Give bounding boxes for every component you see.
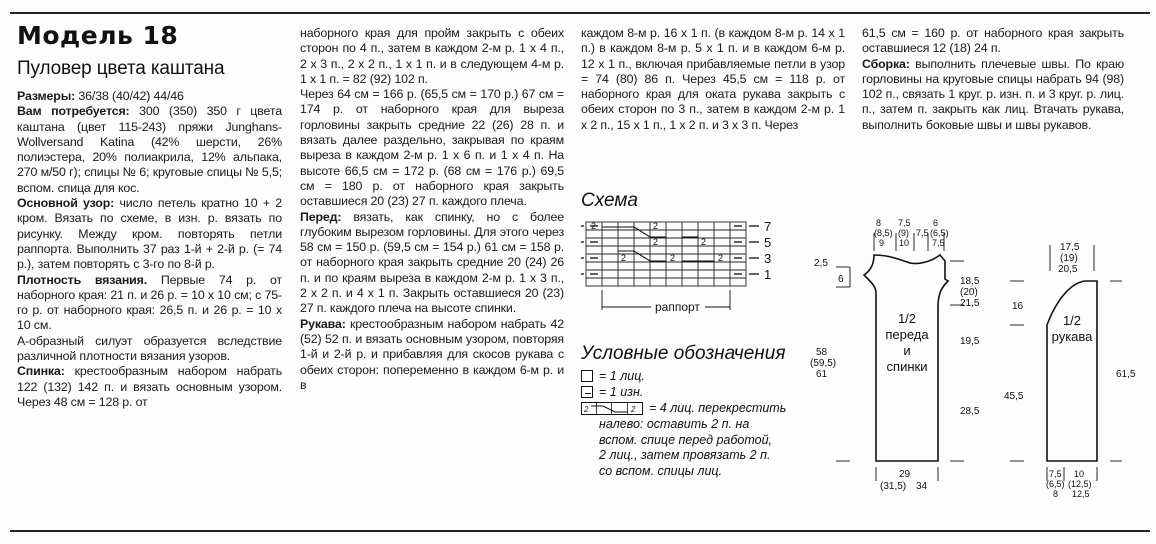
scheme-title: Схема <box>581 190 638 211</box>
dim-text: (20) <box>960 287 978 298</box>
model-subtitle: Пуловер цвета каштана <box>17 58 225 79</box>
dim-text: (6,5) <box>1046 479 1065 489</box>
main-pattern-label: Основной узор: <box>17 196 115 211</box>
model-title: Модель 18 <box>17 21 179 50</box>
legend-cable-text-2: налево: оставить 2 п. на <box>599 417 750 431</box>
knitting-chart <box>581 218 791 318</box>
density-paragraph <box>17 273 282 334</box>
sleeve-end-paragraph: 61,5 см = 160 р. от наборного края закрыть оставшиеся 12 (18) 24 п. <box>862 26 1124 56</box>
dim-text: 8 <box>876 218 882 228</box>
legend-cable-text-3: вспом. спице перед работой, <box>599 432 773 447</box>
body-piece-label: 1/2 <box>897 311 917 326</box>
dim-text: 10 <box>1074 469 1085 479</box>
sleeve-outline <box>1047 281 1097 461</box>
dim-text: 6 <box>838 274 844 285</box>
chart-mark: 2 <box>591 221 597 231</box>
row-number: 3 <box>764 251 772 266</box>
knit-symbol-icon <box>581 370 593 382</box>
legend-cable-text-1: = 4 лиц. перекрестить <box>649 401 787 415</box>
dim-text: 9 <box>879 238 885 248</box>
legend-cable-text-5: со вспом. спицы лиц. <box>599 463 723 478</box>
cable-mark-left: 2 <box>584 405 589 414</box>
main-pattern-paragraph <box>17 196 282 272</box>
front-label: Перед: <box>300 209 342 224</box>
sizes-label: Размеры: <box>17 89 76 103</box>
dim-text: 7,5 <box>898 218 911 228</box>
density-value: Первые 74 р. от наборного края: 21 п. и 26 р. = 10 х 10 см; с 75-го р. от наборного края: 26,5 п. и 26 р. = 10 х 10 см. <box>17 272 282 333</box>
cable-mark-right: 2 <box>631 405 636 414</box>
column-1 <box>17 22 282 410</box>
body-outline <box>864 255 948 461</box>
dim-text: 34 <box>916 481 928 492</box>
legend-cable-text-4: 2 лиц., затем провязать 2 п. <box>599 448 771 462</box>
armhole-paragraph: наборного края для пройм закрыть с обеих сторон по 4 п., затем в каждом 2-м р. 1 х 4 п., 2 х 3 п., 2 х 2 п., 1 х 1 п. и в следующем 4-м р. 1 х 1 п. = 82 (92) 102 п. <box>300 26 564 86</box>
dim-text: 7,5 <box>1049 469 1062 479</box>
dim-text: 7,5 <box>932 238 945 248</box>
dim-text: (19) <box>1060 253 1078 264</box>
sleeve-piece-label: рукава <box>1051 329 1093 344</box>
top-rule <box>10 12 1150 14</box>
dim-text: 28,5 <box>960 406 980 417</box>
chart-mark: 2 <box>670 253 676 263</box>
dim-text: (6,5) <box>930 228 949 238</box>
chart-mark: 2 <box>701 237 707 247</box>
sleeve-paragraph <box>300 317 564 393</box>
dim-text: 8 <box>1053 489 1059 499</box>
dim-text: 29 <box>899 469 911 480</box>
bottom-rule <box>10 530 1150 532</box>
front-paragraph <box>300 210 564 317</box>
row-number: 5 <box>764 235 772 250</box>
legend <box>581 369 786 479</box>
dim-text: 20,5 <box>1058 264 1078 275</box>
dim-text: 61 <box>816 369 828 380</box>
dim-text: 16 <box>1012 301 1024 312</box>
dim-text: (31,5) <box>880 481 907 492</box>
materials-paragraph <box>17 104 282 196</box>
pattern-diagram <box>810 215 1150 515</box>
chart-mark: 2 <box>653 237 659 247</box>
neckline-paragraph: Через 64 см = 166 р. (65,5 см = 170 р.) 67 см = 174 р. от наборного края для выреза горловины закрыть средние 22 (26) 28 п. и вязать далее раздельно, закрывая по краям выреза в каждом 2-м р. 1 х 6 п. и 1 х 4 п. На высоте 66,5 см = 172 р. (68 см = 176 р.) 69,5 см = 180 р. от наборного края закрыть оставшиеся 20 (23) 27 п. каждого плеча. <box>300 87 564 209</box>
dim-text: 6 <box>933 218 939 228</box>
cable-symbol-icon <box>581 402 643 415</box>
materials-value: 300 (350) 350 г цвета каштана (цвет 115-243) пряжи Junghans-Wollversand Katina (42% шерсти, 26% полиэстера, 20% полиакрила, 12% альпака, 270 м/50 г); спицы № 6; круговые спицы № 5,5; вспом. спица для кос. <box>17 104 282 195</box>
dim-text: 7,5 <box>916 228 929 238</box>
chart-mark: 2 <box>653 221 659 231</box>
dim-text: 12,5 <box>1072 489 1090 499</box>
assembly-label: Сборка: <box>862 56 910 71</box>
body-piece-label: переда <box>885 327 929 342</box>
back-value: крестообразным набором набрать 122 (132) 142 п. и вязать основным узором. Через 48 см = 128 р. от <box>17 364 282 409</box>
density-label: Плотность вязания. <box>17 272 148 287</box>
row-number: 7 <box>764 219 772 234</box>
dim-text: (59,5) <box>810 358 837 369</box>
dim-text: (8,5) <box>874 228 893 238</box>
column-2 <box>300 26 564 393</box>
legend-title: Условные обозначения <box>581 343 786 364</box>
purl-symbol-icon <box>581 386 593 398</box>
back-label: Спинка: <box>17 364 65 379</box>
chart-mark: 2 <box>621 253 627 263</box>
sizes-paragraph <box>17 89 282 104</box>
sizes-value: 36/38 (40/42) 44/46 <box>75 89 184 103</box>
legend-purl <box>581 385 786 401</box>
body-piece-label: и <box>903 343 911 358</box>
sleeve-piece-label: 1/2 <box>1062 313 1082 328</box>
legend-knit <box>581 369 786 385</box>
dim-text: (12,5) <box>1068 479 1092 489</box>
assembly-value: выполнить плечевые швы. По краю горловины на круговые спицы набрать 94 (98) 102 п., связать 1 круг. р. изн. п. и 3 круг. р. лиц. п., затем п. закрыть как лиц. Втачать рукава, выполнить боковые швы и швы рукавов. <box>862 56 1124 132</box>
sleeve-cont-paragraph: каждом 8-м р. 16 х 1 п. (в каждом 8-м р. 14 х 1 п.) в каждом 8-м р. 5 х 1 п. и в каждом 6-м р. 12 х 1 п., включая прибавляемые петли в узор = 74 (80) 86 п. Через 45,5 см = 118 р. от наборного края для оката рукава закрыть с обеих сторон по 3 п., затем в каждом 2-м р. 1 х 2 п., 15 х 1 п., 1 х 2 п. и 3 х 3 п. Через <box>581 26 845 132</box>
rapport-label: раппорт <box>655 300 700 314</box>
dim-text: (9) <box>898 228 909 238</box>
legend-cable <box>581 401 786 417</box>
dim-text: 45,5 <box>1004 391 1024 402</box>
main-pattern-value: число петель кратно 10 + 2 кром. Вязать по схеме, в изн. р. вязать по рисунку. Между кром. повторять петли раппорта. Выполнить 37 раз 1-й + 2-й р. (= 74 р.), затем повторять с 3-го по 8-й р. <box>17 196 282 272</box>
row-number: 1 <box>764 267 772 282</box>
dim-text: 2,5 <box>814 258 828 269</box>
front-value: вязать, как спинку, но с более глубоким вырезом горловины. Для этого через 58 см = 150 р. (59,5 см = 154 р.) 61 см = 158 р. от наборного края закрыть средние 20 (24) 26 п. и по краям выреза в каждом 2-м р. 1 х 3 п., 2 х 2 п. и 4 х 1 п. Закрыть оставшиеся 20 (23) 27 п. каждого плеча на высоте спинки. <box>300 209 564 316</box>
dim-text: 61,5 <box>1116 369 1136 380</box>
legend-purl-text: = 1 изн. <box>599 385 644 399</box>
dim-text: 10 <box>899 238 910 248</box>
chart-mark: 2 <box>718 253 724 263</box>
dim-text: 18,5 <box>960 276 980 287</box>
body-piece-label: спинки <box>886 359 928 374</box>
dim-text: 21,5 <box>960 298 980 309</box>
legend-knit-text: = 1 лиц. <box>599 369 645 383</box>
back-paragraph <box>17 364 282 410</box>
dim-text: 17,5 <box>1060 242 1080 253</box>
dim-text: 58 <box>816 347 828 358</box>
column-4 <box>862 26 1124 133</box>
dim-text: 19,5 <box>960 336 980 347</box>
materials-label: Вам потребуется: <box>17 104 130 119</box>
silhouette-paragraph: А-образный силуэт образуется вследствие различной плотности вязания узоров. <box>17 333 282 364</box>
sleeve-value: крестообразным набором набрать 42 (52) 52 п. и вязать основным узором, повторяя 1-й и 2-й р. и прибавляя для скосов рукава с обеих сторон: попеременно в каждом 6-м р. и в <box>300 316 564 392</box>
sleeve-label: Рукава: <box>300 316 346 331</box>
assembly-paragraph <box>862 57 1124 133</box>
column-3 <box>581 26 845 133</box>
